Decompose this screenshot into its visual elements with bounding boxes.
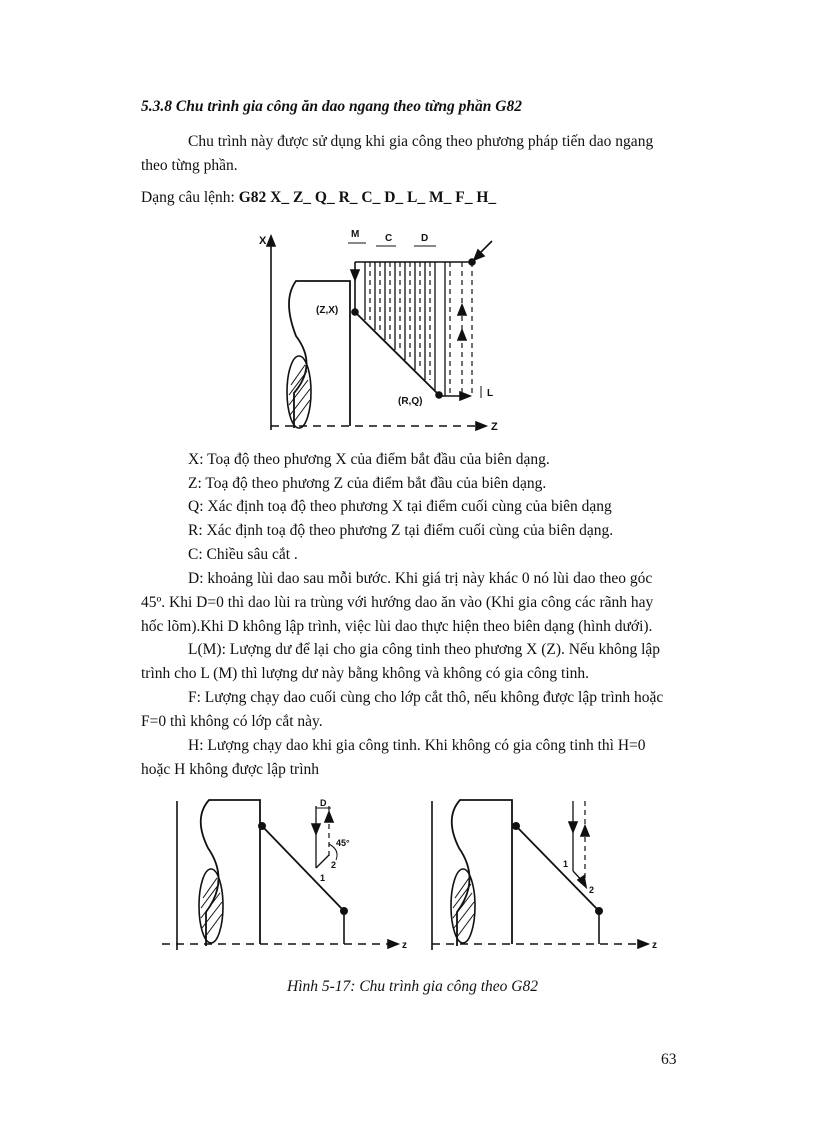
axis-z-label: Z bbox=[491, 421, 498, 433]
param-d-line-1: D: khoảng lùi dao sau mỗi bước. Khi giá trị này khác 0 nó lùi dao theo góc bbox=[188, 570, 653, 587]
label-c: C bbox=[385, 233, 393, 244]
label-1-left: 1 bbox=[320, 873, 326, 883]
param-lm-line-1: L(M): Lượng dư để lại cho gia công tinh theo phương X (Z). Nếu không lập bbox=[188, 641, 661, 658]
param-z: Z: Toạ độ theo phương Z của điểm bắt đầu của biên dạng. bbox=[188, 475, 547, 492]
label-1-right: 1 bbox=[563, 859, 569, 869]
param-r: R: Xác định toạ độ theo phương Z tại điểm cuối cùng của biên dạng. bbox=[188, 522, 614, 539]
workpiece-profile-right bbox=[452, 800, 512, 946]
label-2-right: 2 bbox=[589, 885, 595, 895]
label-d-small: D bbox=[320, 798, 327, 808]
param-q: Q: Xác định toạ độ theo phương X tại điểm cuối cùng của biên dạng bbox=[188, 498, 612, 515]
label-2-left: 2 bbox=[331, 860, 337, 870]
axis-z-label-left: z bbox=[402, 940, 407, 951]
label-zx: (Z,X) bbox=[316, 305, 339, 316]
param-d-line-3: hốc lõm).Khi D không lập trình, việc lùi dao thực hiện theo biên dạng (hình dưới). bbox=[141, 618, 653, 635]
param-d-line-2: 45º. Khi D=0 thì dao lùi ra trùng với hướng dao ăn vào (Khi gia công các rãnh hay bbox=[141, 594, 654, 611]
label-l: L bbox=[487, 388, 494, 399]
param-f-line-1: F: Lượng chạy dao cuối cùng cho lớp cắt thô, nếu không được lập trình hoặc bbox=[188, 689, 664, 706]
param-lm-line-2: trình cho L (M) thì lượng dư này bằng không và không có gia công tinh. bbox=[141, 665, 590, 682]
axis-z-label-right: z bbox=[652, 940, 657, 951]
label-d: D bbox=[421, 233, 429, 244]
param-h-line-1: H: Lượng chạy dao khi gia công tinh. Khi không có gia công tinh thì H=0 bbox=[188, 737, 646, 754]
intro-line-2: theo từng phần. bbox=[141, 157, 238, 174]
axis-x-label: X bbox=[259, 235, 267, 247]
param-f-line-2: F=0 thì không có lớp cắt này. bbox=[141, 713, 323, 730]
figure-caption: Hình 5-17: Chu trình gia công theo G82 bbox=[287, 978, 538, 995]
param-x: X: Toạ độ theo phương X của điểm bắt đầu của biên dạng. bbox=[188, 451, 550, 468]
syntax-label: Dạng câu lệnh: bbox=[141, 189, 235, 206]
param-c: C: Chiều sâu cắt . bbox=[188, 546, 298, 563]
page-number: 63 bbox=[661, 1051, 677, 1068]
label-45: 45° bbox=[336, 838, 350, 848]
section-heading: 5.3.8 Chu trình gia công ăn dao ngang theo từng phần G82 bbox=[141, 98, 522, 115]
label-m: M bbox=[351, 229, 360, 240]
intro-line-1: Chu trình này được sử dụng khi gia công theo phương pháp tiến dao ngang bbox=[188, 133, 654, 150]
syntax-command: G82 X_ Z_ Q_ R_ C_ D_ L_ M_ F_ H_ bbox=[238, 189, 497, 206]
param-h-line-2: hoặc H không được lập trình bbox=[141, 761, 320, 778]
label-rq: (R,Q) bbox=[398, 396, 423, 407]
